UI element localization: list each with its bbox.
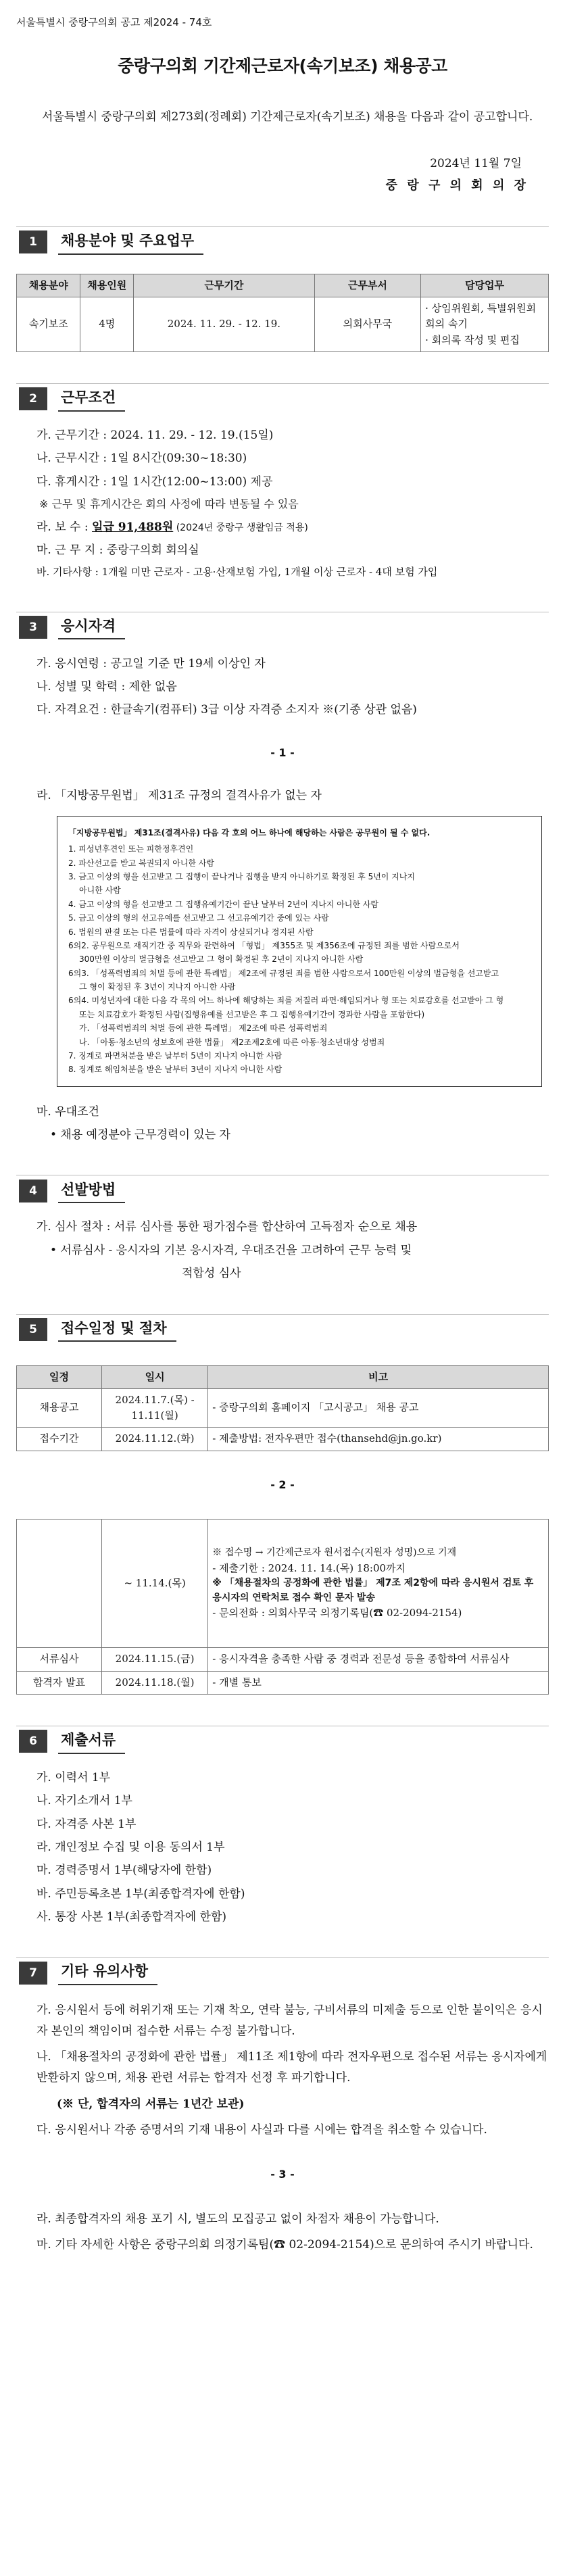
box-item: 1. 피성년후견인 또는 피한정후견인 [68, 844, 194, 854]
box-item: 6. 법원의 판결 또는 다른 법률에 따라 자격이 상실되거나 정지된 사람 [68, 927, 314, 937]
selection-method [16, 1218, 549, 1282]
dept-cell: 의회사무국 [314, 297, 420, 352]
duty-line: · 회의록 작성 및 편집 [425, 333, 520, 346]
documents-list [16, 1769, 549, 1926]
schedule-label: 접수기간 [17, 1428, 102, 1451]
notice-number: 서울특별시 중랑구의회 공고 제2024 - 74호 [16, 16, 212, 28]
recruitment-table [16, 274, 549, 352]
schedule-label: 합격자 발표 [17, 1671, 102, 1694]
box-item: 4. 금고 이상의 형을 선고받고 그 집행유예기간이 끝난 날부터 2년이 지나지 아니한 사람 [68, 899, 378, 909]
table-header: 채용인원 [80, 274, 134, 297]
condition-line: 나. 근무시간 : 1일 8시간(09:30~18:30) [36, 452, 247, 466]
box-item: 또는 치료감호가 확정된 사람(집행유예를 선고받은 후 그 집행유예기간이 경과한 사람을 포함한다) [79, 1009, 425, 1019]
note-item: 라. 최종합격자의 채용 포기 시, 별도의 모집공고 없이 차점자 채용이 가능합니다. [36, 2212, 439, 2226]
selection-line: 적합성 심사 [182, 1267, 241, 1281]
issuer: 중 랑 구 의 회 의 장 [385, 178, 529, 193]
section-5-header [16, 1314, 549, 1345]
box-item: 6의3. 「성폭력범죄의 처벌 등에 관한 특례법」 제2조에 규정된 죄를 범한 사람으로서 100만원 이상의 벌금형을 선고받고 [68, 968, 499, 978]
box-item: 300만원 이상의 벌금형을 선고받고 그 형이 확정된 후 2년이 지나지 아니한 사람 [79, 954, 364, 965]
schedule-note [208, 1520, 549, 1648]
section-6-header [16, 1726, 549, 1757]
schedule-table-cont [16, 1519, 549, 1695]
period-cell: 2024. 11. 29. - 12. 19. [134, 297, 315, 352]
table-header: 채용분야 [17, 274, 80, 297]
box-item: 나. 「아동·청소년의 성보호에 관한 법률」 제2조제2호에 따른 아동·청소년대상 성범죄 [79, 1037, 385, 1047]
document-item: 사. 통장 사본 1부(최종합격자에 한함) [36, 1910, 227, 1924]
box-item: 아니한 사람 [79, 885, 121, 896]
document-item: 나. 자기소개서 1부 [36, 1794, 132, 1808]
pay-basis: (2024년 중랑구 생활임금 적용) [173, 522, 308, 533]
condition-line: 가. 근무기간 : 2024. 11. 29. - 12. 19.(15일) [36, 428, 274, 442]
qualification-line: 라. 「지방공무원법」 제31조 규정의 결격사유가 없는 자 [36, 789, 322, 803]
section-4-header [16, 1175, 549, 1206]
page-number: - 2 - [270, 1478, 295, 1491]
pay-amount: 일급 91,488원 [92, 520, 174, 534]
notes-list [16, 2000, 549, 2141]
section-1-header [16, 226, 549, 258]
section-title: 채용분야 및 주요업무 [58, 230, 203, 255]
disqualification-box [57, 816, 542, 1087]
note-item: 마. 기타 자세한 사항은 중랑구의회 의정기록팀(☎ 02-2094-2154)으로 문의하여 주시기 바랍니다. [36, 2238, 533, 2252]
section-2-header [16, 383, 549, 414]
box-item: 3. 금고 이상의 형을 선고받고 그 집행이 끝나거나 집행을 받지 아니하기로 확정된 후 5년이 지나지 [68, 871, 415, 881]
schedule-note: - 제출방법: 전자우편만 접수(thansehd@jn.go.kr) [208, 1428, 549, 1451]
condition-line: 바. 기타사항 : 1개월 미만 근로자 - 고용·산재보험 가입, 1개월 이상 근로자 - 4대 보험 가입 [36, 566, 438, 579]
condition-line: 다. 휴게시간 : 1일 1시간(12:00~13:00) 제공 [36, 475, 273, 489]
selection-line: 가. 심사 절차 : 서류 심사를 통한 평가점수를 합산하여 고득점자 순으로 채용 [36, 1220, 418, 1234]
table-header: 근무기간 [134, 274, 315, 297]
table-row [17, 297, 549, 352]
document-item: 바. 주민등록초본 1부(최종합격자에 한함) [36, 1887, 245, 1901]
section-number: 2 [19, 387, 47, 410]
section-title: 접수일정 및 절차 [58, 1317, 176, 1342]
table-row [17, 1428, 549, 1451]
qualifications [16, 655, 549, 719]
section-title: 응시자격 [58, 615, 125, 640]
schedule-date: 2024.11.12.(화) [101, 1428, 207, 1451]
table-row [17, 1648, 549, 1671]
document-item: 다. 자격증 사본 1부 [36, 1817, 137, 1831]
count-cell: 4명 [80, 297, 134, 352]
note-item-sub: (※ 단, 합격자의 서류는 1년간 보관) [57, 2097, 245, 2111]
note-line: ※ 접수명 → 기간제근로자 원서접수(지원자 성명)으로 기재 [212, 1547, 457, 1559]
section-3-header [16, 612, 549, 643]
notice-date: 2024년 11월 7일 [430, 156, 522, 170]
note-item: 가. 응시원서 등에 허위기재 또는 기재 착오, 연락 불능, 구비서류의 미제출 등으로 인한 불이익은 응시자 본인의 책임이며 접수한 서류는 수정 불가합니다. [36, 2003, 543, 2038]
schedule-note: - 중랑구의회 홈페이지 「고시공고」 채용 공고 [208, 1388, 549, 1428]
condition-line: 마. 근 무 지 : 중랑구의회 회의실 [36, 543, 199, 557]
selection-line: • 서류심사 - 응시자의 기본 응시자격, 우대조건을 고려하여 근무 능력 및 [50, 1243, 412, 1257]
section-number: 1 [19, 230, 47, 253]
condition-note: ※ 근무 및 휴게시간은 회의 사정에 따라 변동될 수 있음 [39, 497, 299, 510]
box-item: 그 형이 확정된 후 3년이 지나지 아니한 사람 [79, 982, 236, 992]
section-title: 기타 유의사항 [58, 1960, 157, 1985]
section-title: 선발방법 [58, 1179, 125, 1204]
schedule-date: ~ 11.14.(목) [101, 1520, 207, 1648]
table-row [17, 1520, 549, 1648]
field-cell: 속기보조 [17, 297, 80, 352]
note-line: ※ 「채용절차의 공정화에 관한 법률」 제7조 제2항에 따라 응시원서 검토 후 응시자의 연락처로 접수 확인 문자 발송 [212, 1577, 534, 1603]
box-item: 7. 징계로 파면처분을 받은 날부터 5년이 지나지 아니한 사람 [68, 1051, 282, 1061]
preference-item: • 채용 예정분야 근무경력이 있는 자 [50, 1128, 230, 1142]
section-number: 4 [19, 1180, 47, 1202]
table-header: 비고 [208, 1365, 549, 1388]
note-item: 다. 응시원서나 각종 증명서의 기재 내용이 사실과 다를 시에는 합격을 취소할 수 있습니다. [36, 2123, 487, 2137]
section-number: 3 [19, 616, 47, 639]
table-header: 일시 [101, 1365, 207, 1388]
table-header: 일정 [17, 1365, 102, 1388]
schedule-note: - 개별 통보 [208, 1671, 549, 1694]
page-number: - 3 - [270, 2167, 295, 2181]
document-item: 가. 이력서 1부 [36, 1770, 111, 1784]
qualification-line: 다. 자격요건 : 한글속기(컴퓨터) 3급 이상 자격증 소지자 ※(기종 상관 없음) [36, 703, 417, 717]
box-item: 6의2. 공무원으로 재직기간 중 직무와 관련하여 「형법」 제355조 및 제356조에 규정된 죄를 범한 사람으로서 [68, 940, 460, 950]
table-row [17, 1388, 549, 1428]
section-number: 5 [19, 1318, 47, 1341]
note-item: 나. 「채용절차의 공정화에 관한 법률」 제11조 제1항에 따라 전자우편으로 접수된 서류는 응시자에게 반환하지 않으며, 채용 관련 서류는 합격자 선정 후 파기합니다. [36, 2050, 547, 2085]
qualifications-cont [16, 787, 549, 804]
pay-line [36, 518, 549, 536]
table-row [17, 1671, 549, 1694]
notes-list-cont [16, 2209, 549, 2281]
page-title: 중랑구의회 기간제근로자(속기보조) 채용공고 [118, 56, 447, 76]
section-number: 6 [19, 1730, 47, 1753]
schedule-date: 2024.11.18.(월) [101, 1671, 207, 1694]
schedule-table [16, 1365, 549, 1451]
section-number: 7 [19, 1962, 47, 1985]
box-item: 가. 「성폭력범죄의 처벌 등에 관한 특례법」 제2조에 따른 성폭력범죄 [79, 1023, 328, 1034]
qualification-line: 나. 성별 및 학력 : 제한 없음 [36, 679, 177, 694]
section-title: 근무조건 [58, 387, 125, 412]
section-title: 제출서류 [58, 1729, 125, 1754]
page-number: - 1 - [270, 746, 295, 759]
box-item: 2. 파산선고를 받고 복권되지 아니한 사람 [68, 858, 214, 868]
table-header: 근무부서 [314, 274, 420, 297]
preference-title: 마. 우대조건 [36, 1104, 99, 1119]
box-item: 8. 징계로 해임처분을 받은 날부터 3년이 지나지 아니한 사람 [68, 1065, 282, 1075]
section-7-header [16, 1957, 549, 1988]
work-conditions [16, 427, 549, 581]
box-item: 6의4. 미성년자에 대한 다음 각 목의 어느 하나에 해당하는 죄를 저질러 파면·해임되거나 형 또는 치료감호를 선고받아 그 형 [68, 996, 504, 1006]
intro-text: 서울특별시 중랑구의회 제273회(정례회) 기간제근로자(속기보조) 채용을 다음과 같이 공고합니다. [42, 110, 533, 124]
schedule-label: 채용공고 [17, 1388, 102, 1428]
schedule-date: 2024.11.7.(목) - 11.11(월) [101, 1388, 207, 1428]
box-title: 「지방공무원법」 제31조(결격사유) 다음 각 호의 어느 하나에 해당하는 사람은 공무원이 될 수 없다. [68, 827, 431, 837]
pay-label: 라. 보 수 : [36, 520, 93, 534]
note-line: - 제출기한 : 2024. 11. 14.(목) 18:00까지 [212, 1561, 406, 1574]
schedule-date: 2024.11.15.(금) [101, 1648, 207, 1671]
schedule-label-empty [17, 1520, 102, 1648]
qualification-line: 가. 응시연령 : 공고일 기준 만 19세 이상인 자 [36, 656, 266, 671]
schedule-note: - 응시자격을 충족한 사람 중 경력과 전문성 등을 종합하여 서류심사 [208, 1648, 549, 1671]
document-item: 라. 개인정보 수집 및 이용 동의서 1부 [36, 1840, 225, 1854]
schedule-label: 서류심사 [17, 1648, 102, 1671]
note-line: - 문의전화 : 의회사무국 의정기록팀(☎ 02-2094-2154) [212, 1607, 462, 1620]
duty-cell [421, 297, 549, 352]
preference [16, 1103, 549, 1144]
table-header: 담당업무 [421, 274, 549, 297]
duty-line: · 상임위원회, 특별위원회 회의 속기 [425, 302, 537, 331]
document-item: 마. 경력증명서 1부(해당자에 한함) [36, 1864, 212, 1878]
box-item: 5. 금고 이상의 형의 선고유예를 선고받고 그 선고유예기간 중에 있는 사람 [68, 913, 329, 923]
